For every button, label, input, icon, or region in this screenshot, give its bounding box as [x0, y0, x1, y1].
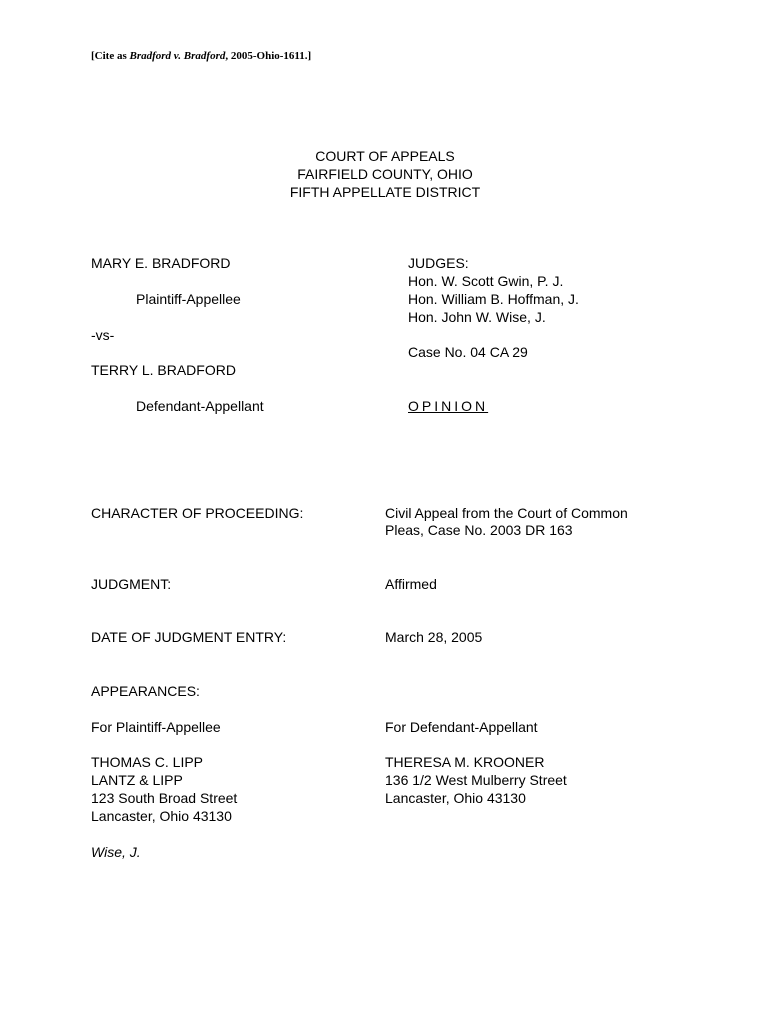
- citation-case-name: Bradford v. Bradford: [129, 50, 226, 62]
- defendant-side-label: For Defendant-Appellant: [385, 719, 538, 735]
- defendant-counsel-street: 136 1/2 West Mulberry Street: [385, 772, 567, 788]
- opinion-author: Wise, J.: [91, 844, 141, 860]
- entry-date-label: DATE OF JUDGMENT ENTRY:: [91, 629, 287, 645]
- citation-suffix: , 2005-Ohio-1611.]: [225, 50, 312, 62]
- judgment-label: JUDGMENT:: [91, 576, 172, 592]
- case-number: Case No. 04 CA 29: [408, 344, 528, 360]
- entry-date-value: March 28, 2005: [385, 629, 483, 645]
- judge-1: Hon. W. Scott Gwin, P. J.: [408, 273, 564, 289]
- plaintiff-role: Plaintiff-Appellee: [136, 291, 241, 307]
- opinion-label: OPINION: [408, 398, 489, 414]
- citation-prefix: [Cite as: [91, 50, 130, 62]
- plaintiff-counsel-firm: LANTZ & LIPP: [91, 772, 183, 788]
- appearances-heading: APPEARANCES:: [91, 683, 200, 699]
- court-district: FIFTH APPELLATE DISTRICT: [289, 184, 481, 200]
- court-county: FAIRFIELD COUNTY, OHIO: [297, 166, 473, 182]
- judge-2: Hon. William B. Hoffman, J.: [408, 291, 579, 307]
- judges-heading: JUDGES:: [408, 255, 469, 271]
- citation: [91, 47, 311, 65]
- court-name: COURT OF APPEALS: [315, 148, 455, 164]
- plaintiff-counsel-city: Lancaster, Ohio 43130: [91, 808, 232, 824]
- plaintiff-name: MARY E. BRADFORD: [91, 255, 231, 271]
- judge-3: Hon. John W. Wise, J.: [408, 309, 546, 325]
- plaintiff-counsel-name: THOMAS C. LIPP: [91, 754, 204, 770]
- defendant-counsel-city: Lancaster, Ohio 43130: [385, 790, 526, 806]
- judgment-value: Affirmed: [385, 576, 437, 592]
- proceeding-line-2: Pleas, Case No. 2003 DR 163: [385, 522, 573, 538]
- versus: -vs-: [91, 327, 115, 343]
- defendant-role: Defendant-Appellant: [136, 398, 264, 414]
- plaintiff-side-label: For Plaintiff-Appellee: [91, 719, 221, 735]
- proceeding-line-1: Civil Appeal from the Court of Common: [385, 505, 628, 521]
- plaintiff-counsel-street: 123 South Broad Street: [91, 790, 238, 806]
- proceeding-label: CHARACTER OF PROCEEDING:: [91, 505, 304, 521]
- defendant-counsel-name: THERESA M. KROONER: [385, 754, 545, 770]
- defendant-name: TERRY L. BRADFORD: [91, 362, 236, 378]
